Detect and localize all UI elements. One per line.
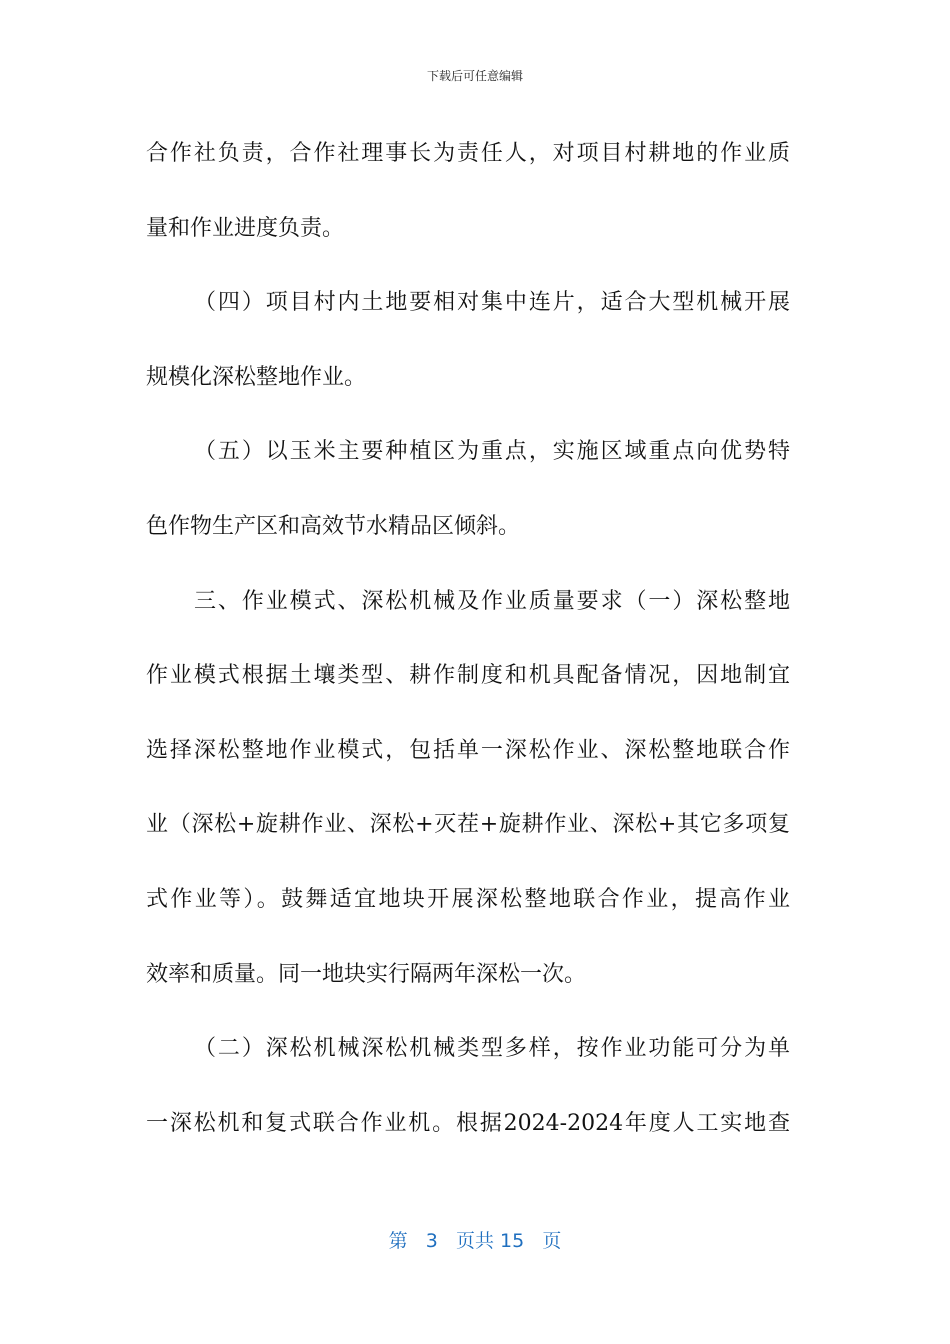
footer-middle: 页共 [455, 1230, 494, 1252]
text-line: 合作社负责，合作社理事长为责任人，对项目村耕地的作业质 [146, 141, 790, 166]
text-line: 作业模式根据土壤类型、耕作制度和机具配备情况，因地制宜 [146, 663, 790, 689]
body-text [146, 117, 790, 1161]
footer-prefix: 第 [388, 1230, 408, 1252]
text-line: 一深松机和复式联合作业机。根据2024-2024年度人工实地查 [146, 1110, 790, 1136]
text-line: 效率和质量。同一地块实行隔两年深松一次。 [146, 961, 587, 987]
text-line: （二）深松机械深松机械类型多样，按作业功能可分为单 [194, 1036, 790, 1062]
text-line: 三、作业模式、深松机械及作业质量要求（一）深松整地 [194, 588, 790, 614]
footer-suffix: 页 [542, 1230, 562, 1252]
text-line: 式作业等）。鼓舞适宜地块开展深松整地联合作业，提高作业 [146, 886, 790, 912]
text-line: 规模化深松整地作业。 [146, 364, 367, 390]
text-line: 量和作业进度负责。 [146, 215, 345, 241]
page-footer [0, 1226, 950, 1253]
text-line: （四）项目村内土地要相对集中连片，适合大型机械开展 [194, 290, 790, 316]
text-line: 色作物生产区和高效节水精品区倾斜。 [146, 513, 521, 539]
footer-total-pages: 15 [500, 1230, 525, 1252]
page-header: 下载后可任意编辑 [426, 69, 523, 83]
text-line: 选择深松整地作业模式，包括单一深松作业、深松整地联合作 [146, 737, 790, 763]
text-line: （五）以玉米主要种植区为重点，实施区域重点向优势特 [194, 439, 790, 465]
footer-page-number: 3 [425, 1230, 438, 1252]
text-line: 业（深松+旋耕作业、深松+灭茬+旋耕作业、深松+其它多项复 [146, 812, 790, 838]
